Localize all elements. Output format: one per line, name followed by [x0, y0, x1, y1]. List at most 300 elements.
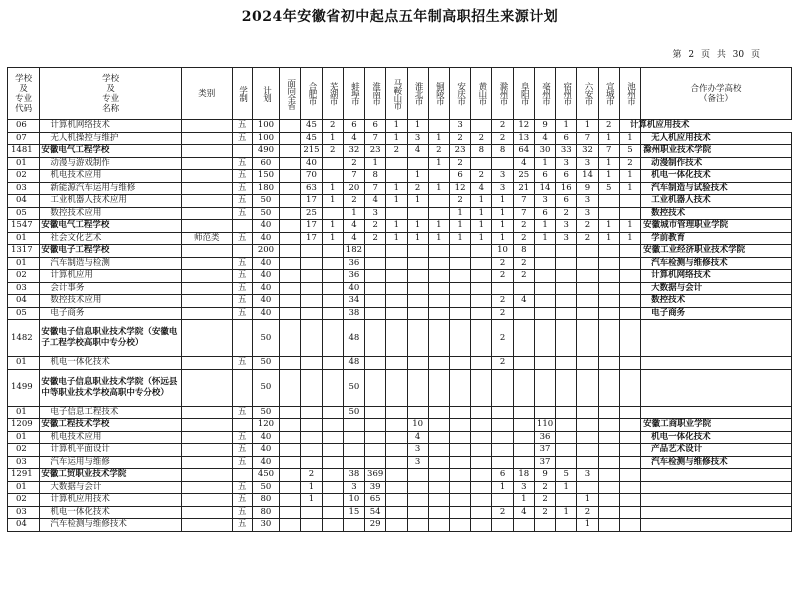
city-cell-0 — [280, 232, 301, 245]
city-cell-11 — [513, 357, 534, 370]
city-cell-9 — [471, 357, 492, 370]
city-cell-13 — [556, 456, 577, 469]
city-cell-14 — [577, 282, 598, 295]
city-cell-2 — [322, 406, 343, 419]
name-cell: 机电技术应用 — [40, 170, 182, 183]
city-cell-14 — [577, 270, 598, 283]
city-cell-5: 1 — [386, 132, 407, 145]
city-cell-9 — [471, 120, 492, 133]
city-cell-14: 2 — [577, 506, 598, 519]
header-system-label: 学制 — [237, 86, 248, 101]
school-row — [8, 419, 792, 432]
major-row — [8, 232, 792, 245]
type-cell — [181, 506, 232, 519]
city-cell-4: 54 — [365, 506, 386, 519]
plan-cell: 150 — [252, 170, 279, 183]
city-cell-14 — [577, 357, 598, 370]
city-cell-3: 38 — [343, 469, 364, 482]
city-cell-12: 6 — [534, 207, 555, 220]
city-cell-15 — [598, 469, 619, 482]
city-cell-16 — [619, 456, 640, 469]
plan-cell: 200 — [252, 245, 279, 258]
city-cell-11: 2 — [513, 270, 534, 283]
header-city-4-label: 淮南市 — [370, 82, 381, 105]
city-cell-15 — [598, 444, 619, 457]
city-cell-16 — [619, 519, 640, 532]
city-cell-15 — [598, 195, 619, 208]
city-cell-5 — [386, 357, 407, 370]
city-cell-14: 32 — [577, 145, 598, 158]
city-cell-2 — [322, 494, 343, 507]
name-cell: 汽车运用与维修 — [40, 456, 182, 469]
header-city-11-label: 阜阳市 — [519, 82, 530, 105]
city-cell-14 — [577, 419, 598, 432]
header-city-13-label: 宿州市 — [561, 82, 572, 105]
city-cell-13 — [556, 519, 577, 532]
city-cell-7 — [428, 369, 449, 406]
city-cell-10 — [492, 282, 513, 295]
header-city-0 — [280, 68, 301, 120]
major-row — [8, 195, 792, 208]
city-cell-15 — [598, 481, 619, 494]
city-cell-10 — [492, 157, 513, 170]
city-cell-7: 1 — [428, 132, 449, 145]
city-cell-12 — [534, 295, 555, 308]
city-cell-2 — [322, 469, 343, 482]
city-cell-1 — [301, 270, 322, 283]
city-cell-4: 7 — [365, 132, 386, 145]
city-cell-2 — [322, 419, 343, 432]
city-cell-14 — [577, 444, 598, 457]
name-cell: 安徽工程技术学校 — [40, 419, 182, 432]
partner-cell: 动漫制作技术 — [641, 157, 792, 170]
header-city-15-label: 宣城市 — [604, 82, 615, 105]
city-cell-3: 36 — [343, 270, 364, 283]
city-cell-11: 64 — [513, 145, 534, 158]
city-cell-11 — [513, 406, 534, 419]
city-cell-6: 1 — [407, 232, 428, 245]
code-cell: 04 — [8, 295, 40, 308]
city-cell-10: 10 — [492, 245, 513, 258]
city-cell-13: 3 — [556, 220, 577, 233]
city-cell-2 — [322, 431, 343, 444]
major-row — [8, 120, 792, 133]
partner-cell — [641, 320, 792, 357]
city-cell-4 — [365, 245, 386, 258]
city-cell-12: 3 — [534, 195, 555, 208]
name-cell: 动漫与游戏制作 — [40, 157, 182, 170]
city-cell-6: 1 — [407, 170, 428, 183]
city-cell-1: 63 — [301, 182, 322, 195]
name-cell: 电子信息工程技术 — [40, 406, 182, 419]
city-cell-5 — [386, 431, 407, 444]
header-city-7-label: 铜陵市 — [434, 82, 445, 105]
city-cell-12: 6 — [534, 170, 555, 183]
city-cell-10: 1 — [492, 207, 513, 220]
city-cell-11: 13 — [513, 132, 534, 145]
city-cell-16 — [619, 369, 640, 406]
city-cell-0 — [280, 456, 301, 469]
city-cell-0 — [280, 282, 301, 295]
city-cell-2: 1 — [322, 220, 343, 233]
system-cell: 五 — [232, 270, 252, 283]
city-cell-11: 2 — [513, 232, 534, 245]
city-cell-11: 7 — [513, 195, 534, 208]
plan-cell: 50 — [252, 481, 279, 494]
city-cell-14 — [577, 406, 598, 419]
city-cell-11: 12 — [513, 120, 534, 133]
city-cell-15 — [598, 494, 619, 507]
city-cell-10: 2 — [492, 257, 513, 270]
system-cell: 五 — [232, 456, 252, 469]
plan-cell: 40 — [252, 282, 279, 295]
city-cell-12: 4 — [534, 132, 555, 145]
city-cell-10: 2 — [492, 270, 513, 283]
city-cell-2: 1 — [322, 132, 343, 145]
city-cell-4: 8 — [365, 170, 386, 183]
city-cell-11 — [513, 307, 534, 320]
city-cell-15 — [598, 431, 619, 444]
header-city-3 — [343, 68, 364, 120]
type-cell: 师范类 — [181, 232, 232, 245]
city-cell-11: 2 — [513, 220, 534, 233]
city-cell-8: 2 — [449, 132, 470, 145]
type-cell — [181, 220, 232, 233]
city-cell-9 — [471, 270, 492, 283]
city-cell-0 — [280, 157, 301, 170]
partner-cell: 安徽工商职业学院 — [641, 419, 792, 432]
city-cell-3: 2 — [343, 195, 364, 208]
city-cell-5 — [386, 270, 407, 283]
header-name-label: 学校 及 专业 名称 — [102, 73, 120, 114]
name-cell: 机电一体化技术 — [40, 357, 182, 370]
city-cell-16 — [619, 406, 640, 419]
city-cell-5 — [386, 456, 407, 469]
city-cell-5 — [386, 519, 407, 532]
city-cell-4: 39 — [365, 481, 386, 494]
partner-cell: 数控技术 — [641, 207, 792, 220]
city-cell-15: 1 — [598, 170, 619, 183]
city-cell-16: 1 — [619, 232, 640, 245]
header-city-9-label: 黄山市 — [476, 82, 487, 105]
city-cell-15 — [598, 245, 619, 258]
city-cell-6 — [407, 245, 428, 258]
city-cell-9 — [471, 307, 492, 320]
system-cell: 五 — [232, 519, 252, 532]
city-cell-3: 34 — [343, 295, 364, 308]
partner-cell: 学前教育 — [641, 232, 792, 245]
city-cell-9 — [471, 444, 492, 457]
header-city-16-label: 池州市 — [625, 82, 636, 105]
name-cell: 计算机应用技术 — [40, 494, 182, 507]
major-row — [8, 444, 792, 457]
city-cell-5: 1 — [386, 120, 407, 133]
city-cell-6 — [407, 506, 428, 519]
city-cell-6: 10 — [407, 419, 428, 432]
city-cell-1: 45 — [301, 120, 322, 133]
city-cell-10: 8 — [492, 145, 513, 158]
system-cell — [232, 320, 252, 357]
city-cell-3: 38 — [343, 307, 364, 320]
city-cell-3 — [343, 419, 364, 432]
city-cell-4: 369 — [365, 469, 386, 482]
city-cell-0 — [280, 469, 301, 482]
city-cell-16 — [619, 257, 640, 270]
city-cell-4 — [365, 456, 386, 469]
city-cell-16 — [619, 207, 640, 220]
header-city-10 — [492, 68, 513, 120]
city-cell-10: 6 — [492, 469, 513, 482]
city-cell-11 — [513, 419, 534, 432]
city-cell-4: 2 — [365, 232, 386, 245]
city-cell-15 — [598, 320, 619, 357]
city-cell-6: 1 — [407, 220, 428, 233]
header-city-12 — [534, 68, 555, 120]
city-cell-7: 2 — [428, 145, 449, 158]
city-cell-6 — [407, 270, 428, 283]
city-cell-8: 2 — [449, 157, 470, 170]
system-cell: 五 — [232, 232, 252, 245]
code-cell: 1482 — [8, 320, 40, 357]
city-cell-7 — [428, 444, 449, 457]
major-row — [8, 519, 792, 532]
city-cell-4 — [365, 295, 386, 308]
system-cell: 五 — [232, 307, 252, 320]
city-cell-0 — [280, 220, 301, 233]
city-cell-1 — [301, 519, 322, 532]
plan-cell: 60 — [252, 157, 279, 170]
header-partner-label: 合作办学高校 （备注） — [690, 83, 742, 104]
city-cell-12 — [534, 270, 555, 283]
city-cell-12 — [534, 357, 555, 370]
type-cell — [181, 195, 232, 208]
city-cell-12: 37 — [534, 456, 555, 469]
code-cell: 03 — [8, 182, 40, 195]
system-cell — [232, 469, 252, 482]
city-cell-4: 29 — [365, 519, 386, 532]
city-cell-10 — [492, 406, 513, 419]
header-plan-label: 计划 — [261, 86, 272, 101]
system-cell: 五 — [232, 157, 252, 170]
city-cell-3: 40 — [343, 282, 364, 295]
city-cell-11: 8 — [513, 245, 534, 258]
partner-cell: 计算机网络技术 — [641, 270, 792, 283]
header-city-5 — [386, 68, 407, 120]
plan-cell: 80 — [252, 506, 279, 519]
partner-cell: 安徽工业经济职业技术学院 — [641, 245, 792, 258]
city-cell-10: 2 — [492, 506, 513, 519]
city-cell-0 — [280, 481, 301, 494]
code-cell: 1317 — [8, 245, 40, 258]
city-cell-13: 1 — [556, 506, 577, 519]
city-cell-9 — [471, 295, 492, 308]
city-cell-10: 2 — [492, 120, 513, 133]
name-cell: 社会文化艺术 — [40, 232, 182, 245]
header-city-16 — [619, 68, 640, 120]
city-cell-0 — [280, 270, 301, 283]
city-cell-2 — [322, 506, 343, 519]
city-cell-14 — [577, 245, 598, 258]
city-cell-4 — [365, 282, 386, 295]
city-cell-8 — [449, 481, 470, 494]
major-row — [8, 481, 792, 494]
city-cell-0 — [280, 257, 301, 270]
code-cell: 02 — [8, 170, 40, 183]
city-cell-12 — [534, 369, 555, 406]
city-cell-7: 1 — [428, 220, 449, 233]
city-cell-3: 3 — [343, 481, 364, 494]
city-cell-15 — [598, 506, 619, 519]
city-cell-7 — [428, 195, 449, 208]
city-cell-12: 2 — [534, 494, 555, 507]
header-city-3-label: 蚌埠市 — [349, 82, 360, 105]
city-cell-15: 1 — [598, 157, 619, 170]
city-cell-7: 1 — [428, 182, 449, 195]
partner-cell: 滁州职业技术学院 — [641, 145, 792, 158]
city-cell-16: 1 — [619, 182, 640, 195]
city-cell-7 — [428, 282, 449, 295]
city-cell-0 — [280, 519, 301, 532]
city-cell-7 — [428, 506, 449, 519]
city-cell-1: 1 — [301, 494, 322, 507]
city-cell-6: 3 — [407, 132, 428, 145]
plan-cell: 80 — [252, 494, 279, 507]
city-cell-7 — [428, 245, 449, 258]
city-cell-13: 16 — [556, 182, 577, 195]
city-cell-2 — [322, 481, 343, 494]
plan-cell: 40 — [252, 257, 279, 270]
plan-cell: 40 — [252, 295, 279, 308]
school-row — [8, 469, 792, 482]
city-cell-9 — [471, 369, 492, 406]
system-cell: 五 — [232, 170, 252, 183]
system-cell: 五 — [232, 282, 252, 295]
city-cell-7 — [428, 257, 449, 270]
city-cell-3: 7 — [343, 170, 364, 183]
city-cell-13 — [556, 320, 577, 357]
name-cell: 大数据与会计 — [40, 481, 182, 494]
header-city-4 — [365, 68, 386, 120]
city-cell-9: 2 — [471, 132, 492, 145]
type-cell — [181, 320, 232, 357]
code-cell: 05 — [8, 307, 40, 320]
system-cell: 五 — [232, 506, 252, 519]
partner-cell: 大数据与会计 — [641, 282, 792, 295]
city-cell-9 — [471, 406, 492, 419]
header-name — [40, 68, 182, 120]
city-cell-3: 32 — [343, 145, 364, 158]
type-cell — [181, 157, 232, 170]
city-cell-10: 1 — [492, 481, 513, 494]
code-cell: 02 — [8, 494, 40, 507]
city-cell-0 — [280, 419, 301, 432]
type-cell — [181, 120, 232, 133]
city-cell-15 — [598, 207, 619, 220]
header-city-11 — [513, 68, 534, 120]
city-cell-16: 1 — [619, 170, 640, 183]
city-cell-8 — [449, 257, 470, 270]
city-cell-1 — [301, 431, 322, 444]
header-code-label: 学校 及 专业 代码 — [15, 73, 33, 114]
city-cell-13 — [556, 369, 577, 406]
city-cell-5 — [386, 295, 407, 308]
city-cell-4: 4 — [365, 195, 386, 208]
city-cell-5 — [386, 307, 407, 320]
city-cell-4 — [365, 257, 386, 270]
system-cell — [232, 220, 252, 233]
partner-cell: 工业机器人技术 — [641, 195, 792, 208]
city-cell-7 — [428, 207, 449, 220]
name-cell: 计算机应用 — [40, 270, 182, 283]
city-cell-14 — [577, 320, 598, 357]
table-body — [8, 120, 792, 532]
city-cell-6: 3 — [407, 444, 428, 457]
city-cell-2 — [322, 307, 343, 320]
city-cell-16 — [619, 357, 640, 370]
city-cell-7 — [428, 431, 449, 444]
code-cell: 02 — [8, 444, 40, 457]
type-cell — [181, 369, 232, 406]
city-cell-2 — [322, 320, 343, 357]
partner-cell — [641, 481, 792, 494]
city-cell-13 — [556, 444, 577, 457]
city-cell-2 — [322, 357, 343, 370]
type-cell — [181, 132, 232, 145]
city-cell-9 — [471, 469, 492, 482]
city-cell-7: 1 — [428, 232, 449, 245]
name-cell: 汽车检测与维修技术 — [40, 519, 182, 532]
city-cell-8 — [449, 369, 470, 406]
major-row — [8, 406, 792, 419]
city-cell-3: 50 — [343, 406, 364, 419]
city-cell-8 — [449, 519, 470, 532]
code-cell: 01 — [8, 481, 40, 494]
city-cell-8 — [449, 431, 470, 444]
city-cell-11: 2 — [513, 257, 534, 270]
city-cell-1 — [301, 369, 322, 406]
page-info: 第 2 页 共 30 页 — [672, 50, 760, 60]
enrollment-table — [7, 67, 792, 532]
city-cell-3: 36 — [343, 257, 364, 270]
type-cell — [181, 307, 232, 320]
major-row — [8, 431, 792, 444]
city-cell-13 — [556, 419, 577, 432]
city-cell-0 — [280, 170, 301, 183]
city-cell-8 — [449, 295, 470, 308]
city-cell-5: 1 — [386, 232, 407, 245]
city-cell-3: 182 — [343, 245, 364, 258]
city-cell-12: 37 — [534, 444, 555, 457]
name-cell: 数控技术应用 — [40, 207, 182, 220]
city-cell-7 — [428, 494, 449, 507]
city-cell-9 — [471, 320, 492, 357]
city-cell-15: 5 — [598, 182, 619, 195]
city-cell-3 — [343, 431, 364, 444]
name-cell: 安徽电气工程学校 — [40, 220, 182, 233]
system-cell: 五 — [232, 257, 252, 270]
city-cell-5 — [386, 419, 407, 432]
city-cell-10 — [492, 369, 513, 406]
partner-cell: 汽车检测与维修技术 — [641, 456, 792, 469]
city-cell-6: 1 — [407, 195, 428, 208]
city-cell-6 — [407, 157, 428, 170]
city-cell-0 — [280, 506, 301, 519]
city-cell-10 — [492, 431, 513, 444]
city-cell-13 — [556, 270, 577, 283]
type-cell — [181, 182, 232, 195]
city-cell-2 — [322, 519, 343, 532]
city-cell-15 — [598, 307, 619, 320]
